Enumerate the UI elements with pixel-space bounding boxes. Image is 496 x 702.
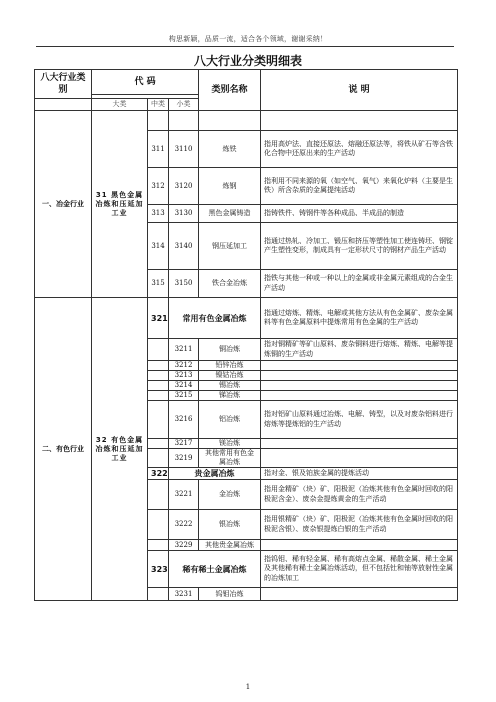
category-name: 镁冶炼 [199, 439, 261, 449]
page-number: 1 [245, 683, 251, 691]
category-description: 指用金精矿（块）矿、阳极泥（冶炼其他有色金属时回收的阳极泥含金）、废杂金提炼黄金的生产活动 [261, 480, 458, 510]
middle-code [148, 371, 169, 381]
minor-code: 3216 [169, 401, 199, 439]
minor-code: 3231 [169, 588, 199, 601]
middle-code [148, 381, 169, 391]
middle-code: 311 [148, 131, 169, 168]
category-name: 炼钢 [199, 168, 261, 205]
header-rule [36, 46, 454, 47]
category-description: 指通过熔炼、精炼、电解或其他方法从有色金属矿、废杂金属料等有色金属原料中提炼常用有色金属的生产活动 [261, 298, 458, 339]
middle-code [148, 588, 169, 601]
middle-code [148, 401, 169, 439]
blank-cell [261, 111, 458, 131]
category-description: 指用高炉法、直接还原法、熔融还原法等，将铁从矿石等含铁化合物中还原出来的生产活动 [261, 131, 458, 168]
sector-name: 二、有色行业 [35, 298, 92, 601]
category-description: 指对金、银及铂族金属的提炼活动 [261, 468, 458, 480]
minor-code: 3213 [169, 371, 199, 381]
sector-name: 一、冶金行业 [35, 111, 92, 298]
minor-code: 3120 [169, 168, 199, 205]
middle-code: 313 [148, 205, 169, 223]
industry-table [34, 69, 458, 601]
col-header-desc: 说 明 [261, 70, 458, 111]
category-description: 指用银精矿（块）矿、阳极泥（冶炼其他有色金属时回收的阳极泥含银）、废杂银提炼白银的生产活动 [261, 510, 458, 540]
major-category: 32 有色金属冶炼和压延加工业 [92, 298, 148, 601]
minor-code: 3217 [169, 439, 199, 449]
middle-code: 315 [148, 270, 169, 298]
major-category: 31 黑色金属冶炼和压延加工业 [92, 111, 148, 298]
minor-code: 3219 [169, 449, 199, 468]
category-name: 其他贵金属冶炼 [199, 540, 261, 551]
col-header-major: 大类 [92, 99, 148, 111]
category-description [261, 361, 458, 371]
middle-code [148, 510, 169, 540]
middle-code: 314 [148, 223, 169, 270]
page-title: 八大行业分类明细表 [193, 54, 302, 68]
middle-code: 312 [148, 168, 169, 205]
category-name: 铜冶炼 [199, 339, 261, 361]
middle-code [148, 540, 169, 551]
middle-code [148, 339, 169, 361]
blank-cell [169, 111, 199, 131]
middle-code: 323 [148, 551, 169, 588]
category-name: 镍钴冶炼 [199, 371, 261, 381]
category-name: 贵金属冶炼 [169, 468, 261, 480]
category-name: 银冶炼 [199, 510, 261, 540]
blank-cell [199, 111, 261, 131]
category-description: 指对铜精矿等矿山原料、废杂铜料进行熔炼、精炼、电解等提炼铜的生产活动 [261, 339, 458, 361]
middle-code [148, 480, 169, 510]
blank-cell [148, 111, 169, 131]
category-name: 锑冶炼 [199, 391, 261, 401]
category-description: 指对铝矿山原料通过冶炼、电解、铸型，以及对废杂铝料进行熔炼等提炼铝的生产活动 [261, 401, 458, 439]
middle-code [148, 391, 169, 401]
category-name: 黑色金属铸造 [199, 205, 261, 223]
category-description [261, 381, 458, 391]
category-name: 铁合金冶炼 [199, 270, 261, 298]
minor-code: 3212 [169, 361, 199, 371]
category-description [261, 439, 458, 449]
col-header-sector: 八大行业类别 [35, 70, 92, 99]
category-description [261, 449, 458, 468]
category-description: 指铸铁件、铸钢件等各种成品、半成品的制造 [261, 205, 458, 223]
category-name: 金冶炼 [199, 480, 261, 510]
table-row [35, 298, 458, 339]
col-header-minor: 小类 [169, 99, 199, 111]
category-name: 锡冶炼 [199, 381, 261, 391]
minor-code: 3150 [169, 270, 199, 298]
minor-code: 3214 [169, 381, 199, 391]
category-name: 稀有稀土金属冶炼 [169, 551, 261, 588]
category-description: 指通过热轧、冷加工、锻压和挤压等塑性加工使连铸坯、钢锭产生塑性变形，制成具有一定形状尺寸的钢材产品生产活动 [261, 223, 458, 270]
col-header-sector-spacer [35, 99, 92, 111]
category-name: 常用有色金属冶炼 [169, 298, 261, 339]
category-name: 其他常用有色金属冶炼 [199, 449, 261, 468]
middle-code: 322 [148, 468, 169, 480]
minor-code: 3130 [169, 205, 199, 223]
minor-code: 3229 [169, 540, 199, 551]
middle-code: 321 [148, 298, 169, 339]
category-name: 炼铁 [199, 131, 261, 168]
col-header-name: 类别名称 [199, 70, 261, 111]
middle-code [148, 449, 169, 468]
middle-code [148, 361, 169, 371]
category-description [261, 588, 458, 601]
minor-code: 3222 [169, 510, 199, 540]
category-description: 指钨钼、稀有轻金属、稀有高熔点金属、稀散金属、稀土金属及其他稀有稀土金属冶炼活动，但不包括钍和铀等放射性金属的冶炼加工 [261, 551, 458, 588]
category-name: 钨钼冶炼 [199, 588, 261, 601]
minor-code: 3211 [169, 339, 199, 361]
category-description: 指利用不同来源的氧（如空气、氧气）来氧化炉料（主要是生铁）所含杂质的金属提纯活动 [261, 168, 458, 205]
category-name: 铅锌冶炼 [199, 361, 261, 371]
middle-code [148, 439, 169, 449]
minor-code: 3110 [169, 131, 199, 168]
header-note: 构思新颖，品质一流，适合各个领域，谢谢采纳！ [168, 35, 328, 43]
minor-code: 3215 [169, 391, 199, 401]
col-header-middle: 中类 [148, 99, 169, 111]
category-description: 指铁与其他一种或一种以上的金属或非金属元素组成的合金生产活动 [261, 270, 458, 298]
category-name: 铝冶炼 [199, 401, 261, 439]
category-description [261, 391, 458, 401]
minor-code: 3140 [169, 223, 199, 270]
category-name: 钢压延加工 [199, 223, 261, 270]
col-header-code: 代 码 [92, 70, 199, 95]
category-description [261, 371, 458, 381]
category-description [261, 540, 458, 551]
minor-code: 3221 [169, 480, 199, 510]
